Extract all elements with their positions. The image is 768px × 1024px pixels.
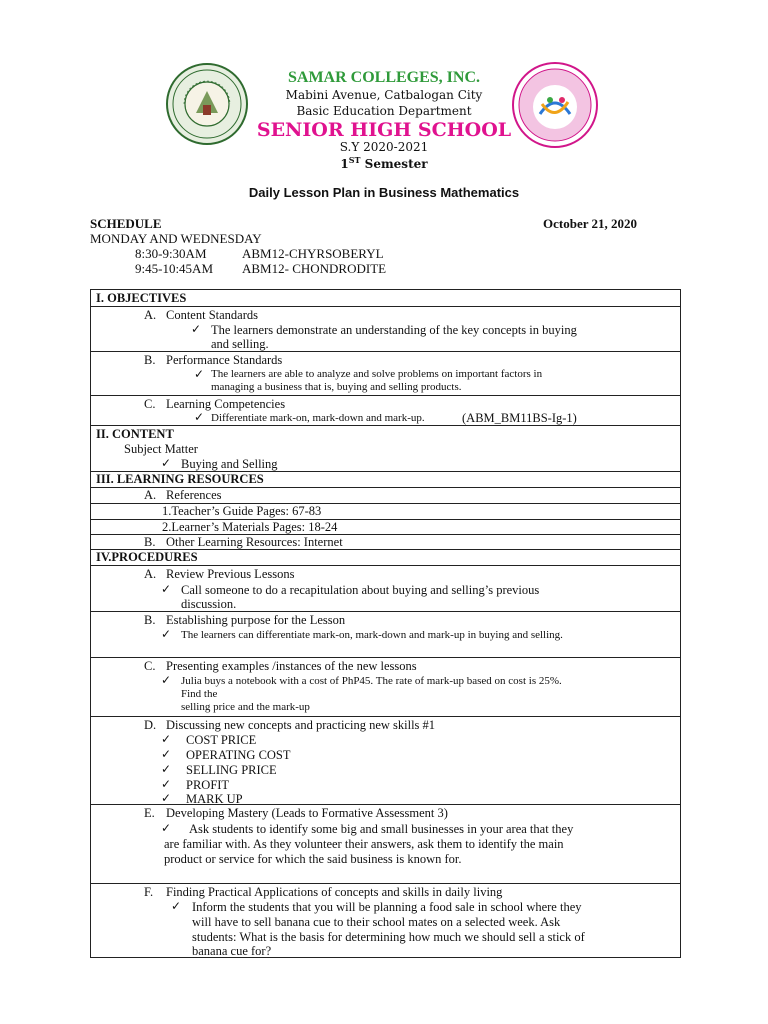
examples-title: Presenting examples /instances of the new lessons	[166, 659, 417, 673]
semester-number: 1	[340, 157, 349, 171]
applications-text-cont-3: banana cue for?	[192, 944, 272, 958]
teachers-guide-row	[91, 504, 680, 520]
review-title: Review Previous Lessons	[166, 567, 295, 581]
new-concepts-label: D.	[144, 718, 157, 732]
mastery-text-cont: are familiar with. As they volunteer their answers, ask them to identify the main	[164, 837, 564, 851]
resources-heading-row	[91, 472, 680, 488]
concept-item: COST PRICE	[186, 733, 257, 747]
semester	[0, 155, 768, 171]
concept-item: OPERATING COST	[186, 748, 291, 762]
slot1-section: ABM12-CHYRSOBERYL	[242, 246, 384, 261]
schedule-date: October 21, 2020	[543, 216, 637, 231]
content-standards-text: The learners demonstrate an understanding of the key concepts in buying	[211, 323, 577, 337]
performance-standards-text: The learners are able to analyze and solve problems on important factors in	[211, 368, 543, 380]
check-icon: ✓	[161, 582, 172, 596]
learners-materials-text: 2.Learner’s Materials Pages: 18-24	[162, 520, 338, 534]
examples-row	[91, 658, 680, 717]
examples-text: Julia buys a notebook with a cost of PhP45. The rate of mark-up based on cost is 25%.	[181, 675, 562, 687]
check-icon: ✓	[161, 627, 172, 641]
mastery-text: Ask students to identify some big and small businesses in your area that they	[189, 822, 574, 836]
objectives-heading-row	[91, 290, 680, 307]
applications-row	[91, 884, 680, 958]
check-icon: ✓	[161, 821, 172, 835]
learners-materials-row	[91, 520, 680, 535]
content-standards-label: A.	[144, 308, 157, 322]
level-title: SENIOR HIGH SCHOOL	[256, 119, 512, 141]
lesson-plan-table	[90, 289, 681, 958]
subject-matter-text: Buying and Selling	[181, 457, 278, 471]
review-text-cont: discussion.	[181, 597, 237, 611]
slot1-time: 8:30-9:30AM	[135, 246, 207, 261]
school-address: Mabini Avenue, Catbalogan City	[285, 88, 483, 102]
content-standards-row	[91, 307, 680, 352]
slot2-section: ABM12- CHONDRODITE	[242, 261, 387, 276]
concept-item: PROFIT	[186, 778, 230, 792]
department: Basic Education Department	[296, 104, 472, 118]
performance-standards-row	[91, 352, 680, 396]
references-title: References	[166, 488, 222, 502]
learning-competencies-row	[91, 396, 680, 426]
subject-matter-label: Subject Matter	[124, 442, 198, 456]
applications-title: Finding Practical Applications of concepts and skills in daily living	[166, 885, 503, 899]
new-concepts-title: Discussing new concepts and practicing new skills #1	[166, 718, 436, 732]
procedures-heading-row	[91, 550, 680, 566]
content-heading: II. CONTENT	[96, 427, 174, 441]
document-title: Daily Lesson Plan in Business Mathematics	[248, 185, 520, 200]
objectives-heading: I. OBJECTIVES	[96, 291, 187, 305]
check-icon: ✓	[161, 747, 172, 761]
other-resources-label: B.	[144, 535, 156, 549]
mastery-row	[91, 805, 680, 884]
references-row	[91, 488, 680, 504]
purpose-row	[91, 612, 680, 658]
new-concepts-row	[91, 717, 680, 805]
other-resources-row	[91, 535, 680, 550]
schedule-days: MONDAY AND WEDNESDAY	[90, 231, 262, 246]
content-standards-text-cont: and selling.	[211, 337, 269, 351]
content-row	[91, 426, 680, 472]
performance-standards-title: Performance Standards	[166, 353, 283, 367]
procedures-heading: IV.PROCEDURES	[96, 550, 198, 564]
concept-item: MARK UP	[186, 792, 243, 806]
examples-label: C.	[144, 659, 156, 673]
school-year: S.Y 2020-2021	[339, 140, 429, 154]
purpose-text: The learners can differentiate mark-on, mark-down and mark-up in buying and selling.	[181, 629, 563, 641]
applications-text: Inform the students that you will be planning a food sale in school where they	[192, 900, 582, 914]
learning-competencies-label: C.	[144, 397, 156, 411]
review-text: Call someone to do a recapitulation about buying and selling’s previous	[181, 583, 540, 597]
semester-word: Semester	[360, 157, 428, 171]
purpose-title: Establishing purpose for the Lesson	[166, 613, 346, 627]
schedule-label: SCHEDULE	[90, 216, 162, 231]
other-resources-text: Other Learning Resources: Internet	[166, 535, 343, 549]
applications-text-cont-2: students: What is the basis for determining how much we should sell a stick of	[192, 930, 585, 944]
applications-text-cont: will have to sell banana cue to their school mates on a selected week. Ask	[192, 915, 561, 929]
review-label: A.	[144, 567, 157, 581]
check-icon: ✓	[191, 322, 202, 336]
learning-competency-text: Differentiate mark-on, mark-down and mark-up.	[211, 412, 425, 424]
check-icon: ✓	[161, 673, 172, 687]
references-label: A.	[144, 488, 157, 502]
semester-suffix: ST	[348, 155, 361, 165]
content-standards-title: Content Standards	[166, 308, 259, 322]
mastery-label: E.	[144, 806, 155, 820]
check-icon: ✓	[161, 732, 172, 746]
mastery-title: Developing Mastery (Leads to Formative Assessment 3)	[166, 806, 448, 820]
performance-standards-text-cont: managing a business that is, buying and selling products.	[211, 381, 462, 393]
learning-competency-code: (ABM_BM11BS-Ig-1)	[462, 411, 577, 425]
resources-heading: III. LEARNING RESOURCES	[96, 472, 264, 486]
examples-text-cont: Find the	[181, 688, 218, 700]
check-icon: ✓	[194, 410, 205, 424]
performance-standards-label: B.	[144, 353, 156, 367]
purpose-label: B.	[144, 613, 156, 627]
school-name: SAMAR COLLEGES, INC.	[287, 69, 481, 86]
check-icon: ✓	[194, 367, 205, 381]
check-icon: ✓	[161, 791, 172, 805]
concept-item: SELLING PRICE	[186, 763, 277, 777]
applications-label: F.	[144, 885, 154, 899]
check-icon: ✓	[161, 777, 172, 791]
review-row	[91, 566, 680, 612]
check-icon: ✓	[161, 762, 172, 776]
mastery-text-cont-2: product or service for which the said business is known for.	[164, 852, 462, 866]
check-icon: ✓	[161, 456, 172, 470]
learning-competencies-title: Learning Competencies	[166, 397, 286, 411]
examples-text-cont-2: selling price and the mark-up	[181, 701, 310, 713]
teachers-guide-text: 1.Teacher’s Guide Pages: 67-83	[162, 504, 322, 518]
slot2-time: 9:45-10:45AM	[135, 261, 213, 276]
check-icon: ✓	[171, 899, 182, 913]
